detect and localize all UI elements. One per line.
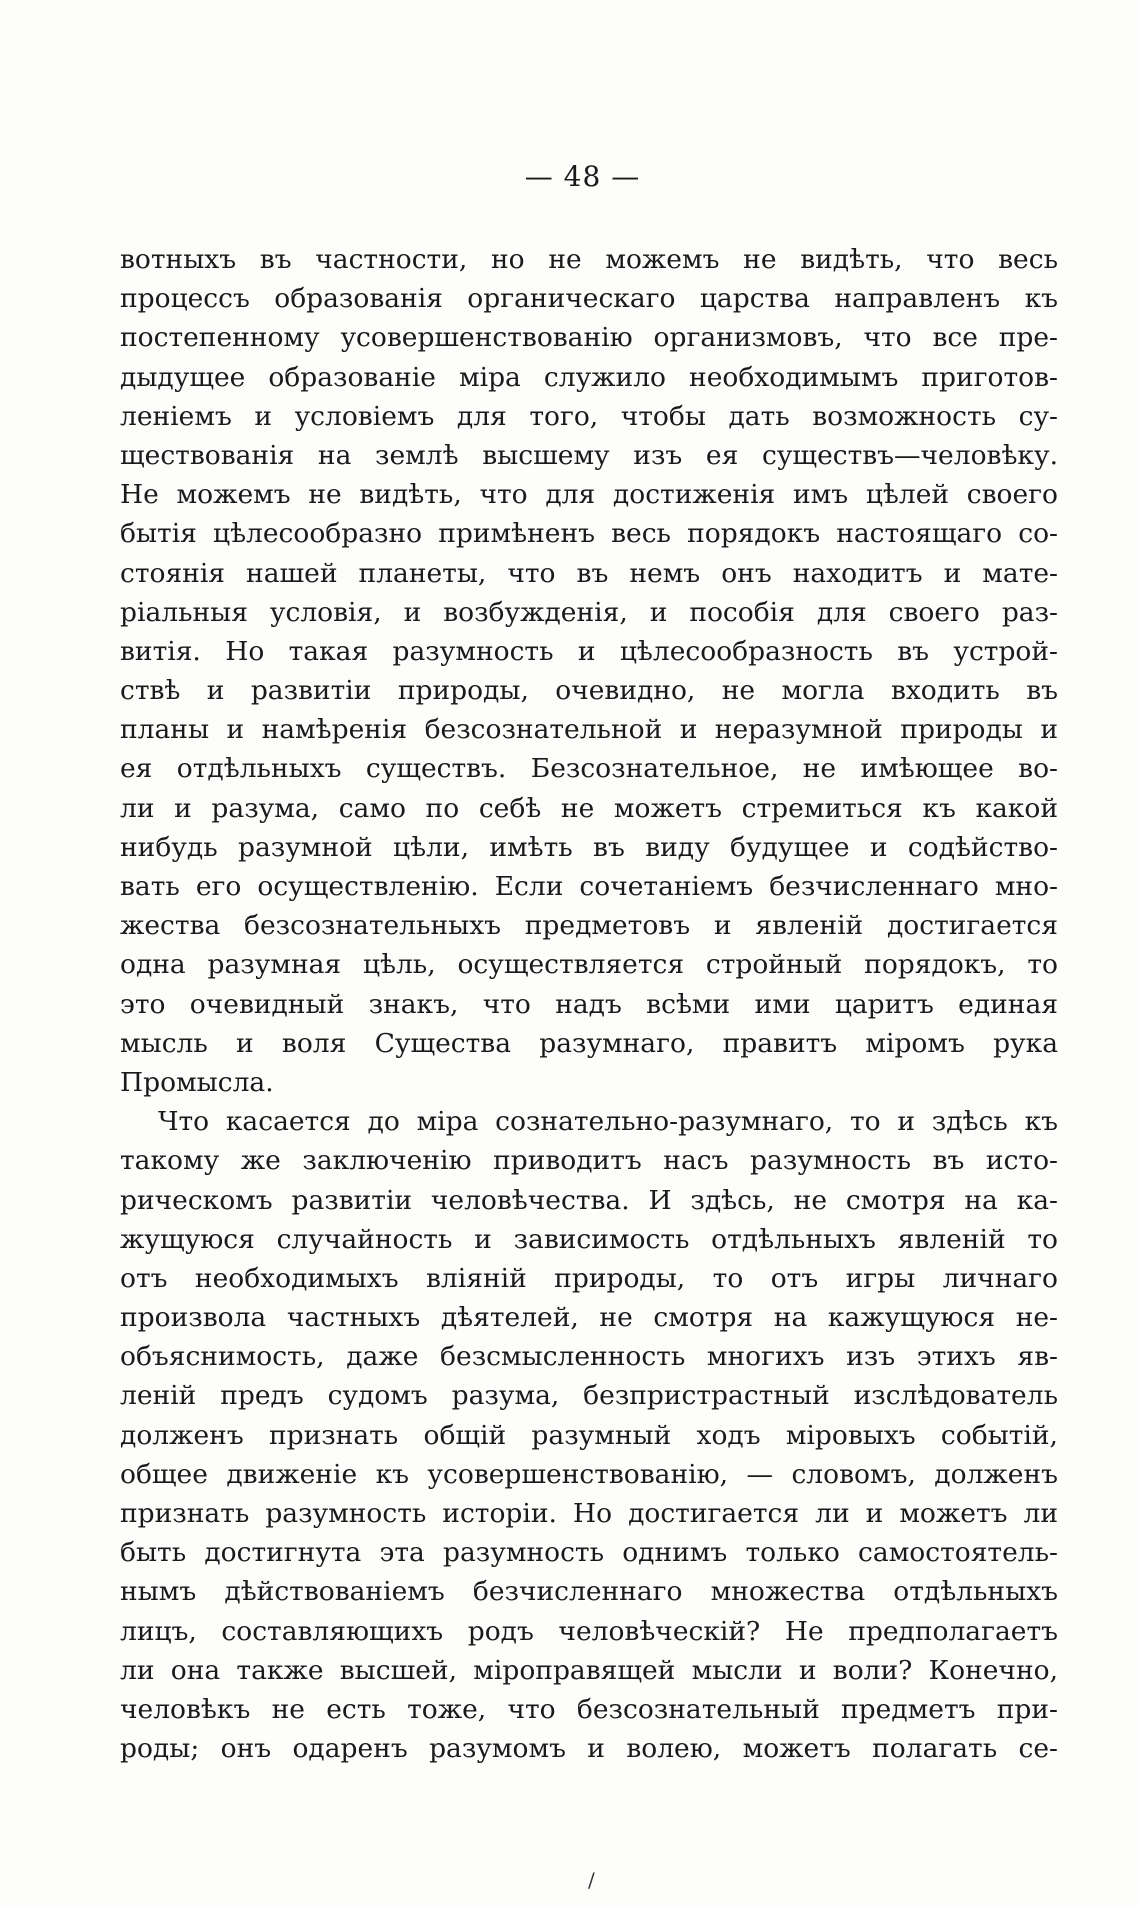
text-line: вотныхъ въ частности, но не можемъ не видѣть, что весь	[120, 244, 1058, 275]
text-line: вать его осуществленію. Если сочетаніемъ безчисленнаго мно-	[120, 871, 1058, 902]
body-text	[120, 240, 1058, 1768]
text-line: нымъ дѣйствованіемъ безчисленнаго множества отдѣльныхъ	[120, 1576, 1058, 1608]
text-line: произвола частныхъ дѣятелей, не смотря на кажущуюся не-	[120, 1302, 1058, 1334]
text-line: общее движеніе къ усовершенствованію, — словомъ, долженъ	[120, 1458, 1058, 1490]
text-line: жества безсознательныхъ предметовъ и явленій достигается	[120, 910, 1058, 942]
text-line: нибудь разумной цѣли, имѣть въ виду будущее и содѣйство-	[120, 831, 1058, 863]
text-line: ществованія на землѣ высшему изъ ея существъ—человѣку.	[120, 439, 1058, 471]
text-line: признать разумность исторіи. Но достигается ли и можетъ ли	[120, 1498, 1058, 1529]
text-line: рическомъ развитіи человѣчества. И здѣсь, не смотря на ка-	[120, 1184, 1058, 1216]
text-line: такому же заключенію приводитъ насъ разумность въ исто-	[120, 1145, 1058, 1177]
text-line: леніемъ и условіемъ для того, чтобы дать возможность су-	[120, 400, 1058, 432]
text-line: леній предъ судомъ разума, безпристрастный изслѣдователь	[120, 1380, 1058, 1412]
text-line: постепенному усовершенствованію организмовъ, что все пре-	[120, 322, 1058, 354]
text-line: ея отдѣльныхъ существъ. Безсознательное, не имѣющее во-	[120, 753, 1058, 785]
text-line: дыдущее образованіе міра служило необходимымъ приготов-	[120, 361, 1058, 393]
text-line: объяснимость, даже безсмысленность многихъ изъ этихъ яв-	[120, 1341, 1058, 1373]
text-line: человѣкъ не есть тоже, что безсознательный предметъ при-	[120, 1693, 1058, 1725]
text-line: ли и разума, само по себѣ не можетъ стремиться къ какой	[120, 792, 1058, 824]
text-line: быть достигнута эта разумность однимъ только самостоятель-	[120, 1537, 1058, 1569]
text-line: ли она также высшей, міроправящей мысли и воли? Конечно,	[120, 1654, 1058, 1686]
text-line: витія. Но такая разумность и цѣлесообразность въ устрой-	[120, 635, 1058, 667]
text-line: планы и намѣренія безсознательной и неразумной природы и	[120, 714, 1058, 746]
text-line: процессъ образованія органическаго царства направленъ къ	[120, 283, 1058, 315]
text-line: ствѣ и развитіи природы, очевидно, не могла входить въ	[120, 675, 1058, 707]
text-line: стоянія нашей планеты, что въ немъ онъ находитъ и матe-	[120, 557, 1058, 589]
stray-mark: /	[588, 1868, 595, 1892]
text-line: долженъ признать общій разумный ходъ міровыхъ событій,	[120, 1419, 1058, 1451]
text-line: это очевидный знакъ, что надъ всѣми ими царитъ единая	[120, 988, 1058, 1020]
text-line: Не можемъ не видѣть, что для достиженія имъ цѣлей своего	[120, 479, 1058, 511]
text-line: одна разумная цѣль, осуществляется стройный порядокъ, то	[120, 949, 1058, 981]
text-line: отъ необходимыхъ вліяній природы, то отъ игры личнаго	[120, 1262, 1058, 1294]
text-line: роды; онъ одаренъ разумомъ и волею, можетъ полагать се-	[120, 1733, 1058, 1765]
page-number: — 48 —	[524, 160, 641, 193]
text-line: ріальныя условія, и возбужденія, и пособія для своего раз-	[120, 596, 1058, 628]
text-line: лицъ, составляющихъ родъ человѣческій? Не предполагаетъ	[120, 1615, 1058, 1647]
text-line: жущуюся случайность и зависимость отдѣльныхъ явленій то	[120, 1223, 1058, 1255]
text-line: Что касается до міра сознательно-разумнаго, то и здѣсь къ	[158, 1106, 1058, 1138]
text-line: Промысла.	[120, 1066, 274, 1098]
text-line: бытія цѣлесообразно примѣненъ весь порядокъ настоящаго со-	[120, 518, 1058, 550]
text-line: мысль и воля Существа разумнаго, правитъ міромъ рука	[120, 1027, 1058, 1059]
